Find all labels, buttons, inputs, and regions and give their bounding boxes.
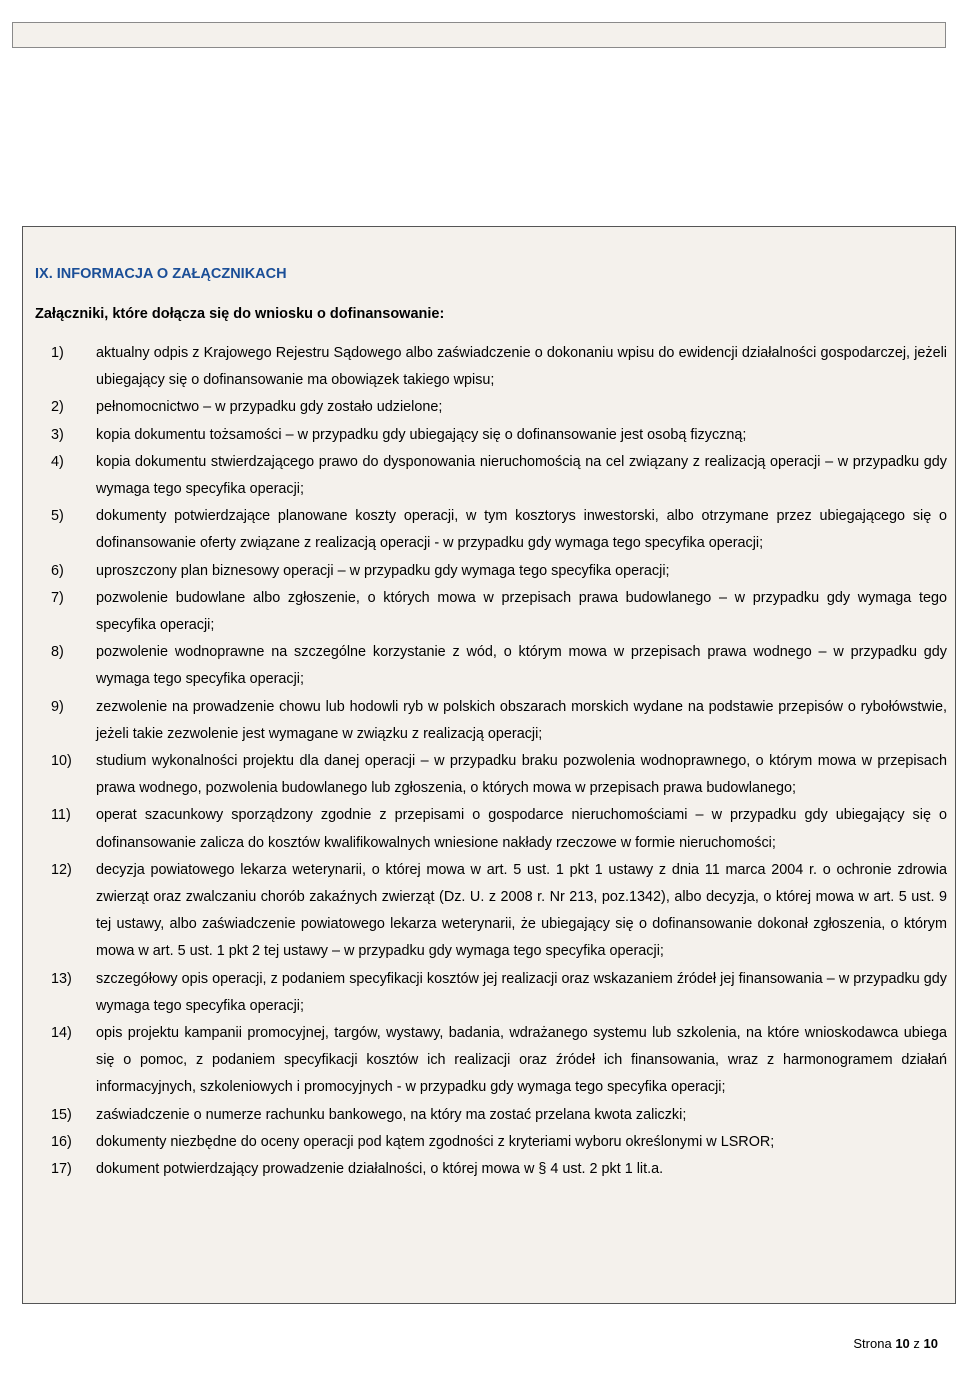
list-item-number: 4) [51, 453, 64, 470]
list-item-number: 7) [51, 589, 64, 606]
list-item-number: 12) [51, 861, 72, 878]
list-item-number: 8) [51, 644, 64, 661]
top-form-box [12, 22, 946, 48]
list-item-text: dokument potwierdzający prowadzenie działalności, o której mowa w § 4 ust. 2 pkt 1 lit.a. [96, 1161, 664, 1178]
list-item-number: 14) [51, 1025, 72, 1042]
list-item-number: 6) [51, 562, 64, 579]
list-item-text: pozwolenie budowlane albo zgłoszenie, o których mowa w przepisach prawa budowlanego – w przypadku gdy wymaga tego specyfika operacji; [96, 589, 947, 634]
list-item [35, 503, 947, 557]
list-item-text: aktualny odpis z Krajowego Rejestru Sądowego albo zaświadczenie o dokonaniu wpisu do ewidencji działalności gospodarczej, jeżeli ubiegający się o dofinansowanie ma obowiązek takiego wpisu; [96, 345, 947, 389]
attachments-section [22, 226, 956, 1304]
list-item [35, 558, 947, 585]
list-item-number: 2) [51, 399, 64, 416]
list-item [35, 694, 947, 748]
list-item-text: zaświadczenie o numerze rachunku bankowego, na który ma zostać przelana kwota zaliczki; [96, 1106, 687, 1123]
list-item-text: decyzja powiatowego lekarza weterynarii, o której mowa w art. 5 ust. 1 pkt 1 ustawy z dnia 11 marca 2004 r. o ochronie zdrowia zwierząt oraz zwalczaniu chorób zakaźnych zwierząt (Dz. U. z 2008 r. Nr 213, poz.1342), albo decyzja, o której mowa w art. 5 ust. 9 tej ustawy, albo zaświadczenie powiatowego lekarza weterynarii, że ubiegający się o dofinansowanie dokonał zgłoszenia, o którym mowa w art. 5 ust. 1 pkt 2 tej ustawy – w przypadku gdy wymaga tego specyfika operacji; [96, 861, 947, 960]
list-item-text: operat szacunkowy sporządzony zgodnie z przepisami o gospodarce nieruchomościami – w przypadku gdy ubiegający się o dofinansowanie zalicza do kosztów kwalifikowalnych wniesione nakłady rzeczowe w formie nieruchomości; [96, 807, 947, 851]
list-item-text: studium wykonalności projektu dla danej operacji – w przypadku braku pozwolenia wodnoprawnego, o którym mowa w przepisach prawa wodnego, pozwolenia budowlanego lub zgłoszenia, o których mowa w przepisach prawa budowlanego; [96, 753, 947, 797]
list-item-text: opis projektu kampanii promocyjnej, targów, wystawy, badania, wdrażanego systemu lub szkolenia, na które wnioskodawca ubiega się o pomoc, z podaniem specyfikacji kosztów ich realizacji oraz źródeł ich finansowania, wraz z harmonogramem działań informacyjnych, szkoleniowych i promocyjnych - w przypadku gdy wymaga tego specyfika operacji; [96, 1025, 947, 1096]
list-item [35, 748, 947, 802]
page-footer [853, 1336, 938, 1352]
page-separator: z [913, 1336, 920, 1351]
list-item [35, 1102, 947, 1129]
attachments-subheading: Załączniki, które dołącza się do wniosku o dofinansowanie: [35, 306, 445, 322]
list-item-number: 9) [51, 698, 64, 715]
page-total: 10 [923, 1336, 938, 1351]
list-item-text: uproszczony plan biznesowy operacji – w przypadku gdy wymaga tego specyfika operacji; [96, 562, 670, 579]
list-item [35, 1156, 947, 1183]
list-item-number: 10) [51, 753, 72, 770]
list-item-text: dokumenty potwierdzające planowane koszty operacji, w tym kosztorys inwestorski, albo otrzymane przez ubiegającego się o dofinansowanie oferty związane z realizacją operacji - w przypadku gdy wymaga tego specyfika operacji; [96, 508, 947, 552]
list-item-text: kopia dokumentu tożsamości – w przypadku gdy ubiegający się o dofinansowanie jest osobą fizyczną; [96, 426, 747, 443]
list-item [35, 802, 947, 856]
list-item [35, 449, 947, 503]
attachments-list [35, 340, 947, 1183]
list-item [35, 422, 947, 449]
list-item-number: 16) [51, 1133, 72, 1150]
list-item [35, 394, 947, 421]
list-item [35, 857, 947, 966]
page-current: 10 [895, 1336, 910, 1351]
list-item-number: 5) [51, 508, 64, 525]
list-item [35, 1129, 947, 1156]
list-item [35, 639, 947, 693]
list-item-number: 15) [51, 1106, 72, 1123]
list-item-number: 1) [51, 345, 64, 361]
list-item-text: zezwolenie na prowadzenie chowu lub hodowli ryb w polskich obszarach morskich wydane na podstawie przepisów o rybołówstwie, jeżeli takie zezwolenie jest wymagane w związku z realizacją operacji; [96, 698, 947, 742]
page-label: Strona [853, 1336, 892, 1351]
list-item [35, 585, 947, 639]
list-item-number: 11) [51, 807, 71, 824]
list-item [35, 966, 947, 1020]
list-item [35, 340, 947, 394]
list-item [35, 1020, 947, 1102]
list-item-number: 17) [51, 1161, 72, 1178]
section-heading: IX. INFORMACJA O ZAŁĄCZNIKACH [35, 266, 287, 282]
list-item-text: dokumenty niezbędne do oceny operacji pod kątem zgodności z kryteriami wyboru określonymi w LSROR; [96, 1133, 775, 1150]
list-item-text: szczegółowy opis operacji, z podaniem specyfikacji kosztów jej realizacji oraz wskazaniem źródeł jej finansowania – w przypadku gdy wymaga tego specyfika operacji; [96, 970, 947, 1014]
list-item-text: pełnomocnictwo – w przypadku gdy zostało udzielone; [96, 399, 443, 416]
list-item-text: kopia dokumentu stwierdzającego prawo do dysponowania nieruchomością na cel związany z realizacją operacji – w przypadku gdy wymaga tego specyfika operacji; [96, 453, 947, 498]
list-item-number: 13) [51, 970, 72, 987]
list-item-number: 3) [51, 426, 64, 443]
list-item-text: pozwolenie wodnoprawne na szczególne korzystanie z wód, o którym mowa w przepisach prawa wodnego – w przypadku gdy wymaga tego specyfika operacji; [96, 644, 947, 688]
